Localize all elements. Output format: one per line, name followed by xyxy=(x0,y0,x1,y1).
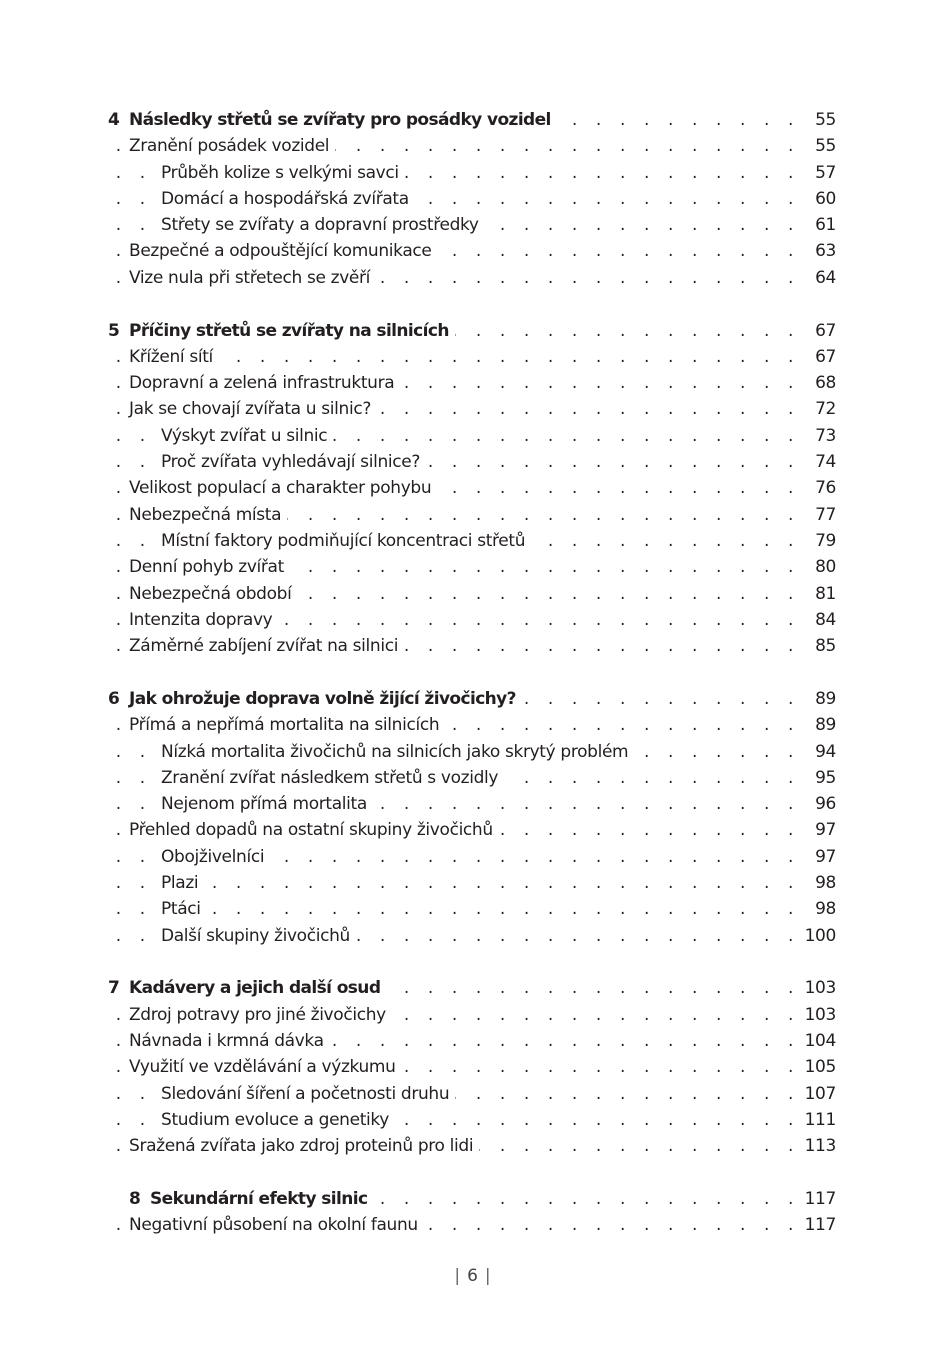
page-number: 117 xyxy=(804,1212,836,1238)
entry-title: Místní faktory podmiňující koncentraci střetů xyxy=(161,528,531,554)
toc-entry[interactable] xyxy=(108,186,836,212)
entry-title: Využití ve vzdělávání a výzkumu xyxy=(129,1054,402,1080)
toc-entry[interactable] xyxy=(108,870,836,896)
toc-chapter-heading[interactable] xyxy=(108,318,836,344)
footer-separator-left: | xyxy=(454,1266,461,1286)
entry-title: Přímá a nepřímá mortalita na silnicích xyxy=(129,712,445,738)
toc-entry[interactable] xyxy=(108,423,836,449)
toc-chapter-8 xyxy=(108,1186,836,1239)
page-number: 55 xyxy=(814,133,836,159)
entry-title: Průběh kolize s velkými savci xyxy=(161,160,405,186)
toc-entry[interactable] xyxy=(108,1028,836,1054)
entry-title: Ptáci xyxy=(161,896,207,922)
page-number: 96 xyxy=(814,791,836,817)
chapter-number: 5 xyxy=(108,320,120,341)
entry-title: Nebezpečná místa xyxy=(129,502,287,528)
toc-chapter-heading[interactable] xyxy=(108,686,836,712)
entry-title: Přehled dopadů na ostatní skupiny živočichů xyxy=(129,817,499,843)
entry-title: Intenzita dopravy xyxy=(129,607,278,633)
toc-chapter-6 xyxy=(108,686,836,949)
page-number: 89 xyxy=(814,686,836,712)
page-number: 81 xyxy=(814,581,836,607)
toc-entry[interactable] xyxy=(108,896,836,922)
toc-entry[interactable] xyxy=(108,370,836,396)
page-number: 67 xyxy=(814,344,836,370)
toc-entry[interactable] xyxy=(108,607,836,633)
entry-title: Velikost populací a charakter pohybu xyxy=(129,475,437,501)
page-number: 107 xyxy=(804,1081,836,1107)
page-number: 77 xyxy=(814,502,836,528)
chapter-number: 4 xyxy=(108,110,120,130)
page-number: 67 xyxy=(814,318,836,344)
toc-entry[interactable] xyxy=(108,1081,836,1107)
toc-entry[interactable] xyxy=(108,817,836,843)
entry-title: Návnada i krmná dávka xyxy=(129,1028,330,1054)
page-number: 80 xyxy=(814,554,836,580)
page-number: 95 xyxy=(814,765,836,791)
entry-title: Proč zvířata vyhledávají silnice? xyxy=(161,449,426,475)
entry-title: Bezpečné a odpouštějící komunikace xyxy=(129,238,438,264)
toc-entry[interactable] xyxy=(108,1133,836,1159)
entry-title: Sražená zvířata jako zdroj proteinů pro lidi xyxy=(129,1133,479,1159)
page-number: 72 xyxy=(814,396,836,422)
entry-title: Domácí a hospodářská zvířata xyxy=(161,186,415,212)
entry-title: Denní pohyb zvířat xyxy=(129,554,290,580)
toc-entry[interactable] xyxy=(108,633,836,659)
page-number: 57 xyxy=(814,160,836,186)
page-number: 79 xyxy=(814,528,836,554)
page-number: 68 xyxy=(814,370,836,396)
page-number: 74 xyxy=(814,449,836,475)
chapter-number: 8 xyxy=(129,1188,141,1209)
table-of-contents xyxy=(108,107,836,1265)
entry-title: Nízká mortalita živočichů na silnicích jako skrytý problém xyxy=(161,739,634,765)
entry-title: Zranění posádek vozidel xyxy=(129,133,335,159)
toc-chapter-heading[interactable] xyxy=(108,107,836,133)
entry-title: Nejenom přímá mortalita xyxy=(161,791,373,817)
toc-entry[interactable] xyxy=(108,765,836,791)
toc-entry[interactable] xyxy=(108,160,836,186)
entry-title: Jak se chovají zvířata u silnic? xyxy=(129,396,377,422)
dot-leader xyxy=(108,870,800,896)
page-number: 98 xyxy=(814,870,836,896)
page-number: 84 xyxy=(814,607,836,633)
toc-entry[interactable] xyxy=(108,739,836,765)
toc-entry[interactable] xyxy=(108,791,836,817)
toc-entry[interactable] xyxy=(108,133,836,159)
page-number: 97 xyxy=(814,817,836,843)
toc-entry[interactable] xyxy=(108,396,836,422)
entry-title: Studium evoluce a genetiky xyxy=(161,1107,395,1133)
page-number: 61 xyxy=(814,212,836,238)
entry-title: Vize nula při střetech se zvěří xyxy=(129,265,376,291)
page-number: 103 xyxy=(804,975,836,1001)
chapter-title: Sekundární efekty silnic xyxy=(150,1188,368,1209)
toc-entry[interactable] xyxy=(108,1212,836,1238)
page-number: 113 xyxy=(804,1133,836,1159)
toc-entry[interactable] xyxy=(108,238,836,264)
entry-title: Nebezpečná období xyxy=(129,581,298,607)
entry-title: Negativní působení na okolní faunu xyxy=(129,1212,424,1238)
toc-entry[interactable] xyxy=(108,1054,836,1080)
toc-entry[interactable] xyxy=(108,1002,836,1028)
toc-entry[interactable] xyxy=(108,1107,836,1133)
toc-entry[interactable] xyxy=(108,265,836,291)
dot-leader xyxy=(108,896,800,922)
page-number: 63 xyxy=(814,238,836,264)
chapter-title: Kadávery a jejich další osud xyxy=(129,978,381,999)
chapter-number: 6 xyxy=(108,688,120,709)
toc-entry[interactable] xyxy=(108,212,836,238)
page-number: 85 xyxy=(814,633,836,659)
chapter-title: Jak ohrožuje doprava volně žijící živočichy? xyxy=(129,688,516,709)
toc-entry[interactable] xyxy=(108,581,836,607)
page-number: 73 xyxy=(814,423,836,449)
page-number: 111 xyxy=(804,1107,836,1133)
page-number: 89 xyxy=(814,712,836,738)
page-number: 64 xyxy=(814,265,836,291)
entry-title: Obojživelníci xyxy=(161,844,270,870)
toc-entry[interactable] xyxy=(108,844,836,870)
toc-chapter-4 xyxy=(108,107,836,291)
entry-title: Zranění zvířat následkem střetů s vozidly xyxy=(161,765,504,791)
entry-title: Dopravní a zelená infrastruktura xyxy=(129,370,400,396)
entry-title: Zdroj potravy pro jiné živočichy xyxy=(129,1002,392,1028)
page-number: 60 xyxy=(814,186,836,212)
entry-title: Křížení sítí xyxy=(129,344,219,370)
toc-entry[interactable] xyxy=(108,528,836,554)
page-number: 100 xyxy=(804,923,836,949)
entry-title: Střety se zvířaty a dopravní prostředky xyxy=(161,212,485,238)
page-number: 76 xyxy=(814,475,836,501)
toc-chapter-heading[interactable] xyxy=(108,975,836,1001)
toc-chapter-5 xyxy=(108,318,836,660)
toc-chapter-heading[interactable] xyxy=(108,1186,836,1212)
entry-title: Další skupiny živočichů xyxy=(161,923,356,949)
toc-entry[interactable] xyxy=(108,554,836,580)
entry-title: Výskyt zvířat u silnic xyxy=(161,423,333,449)
page-number: 97 xyxy=(814,844,836,870)
entry-title: Sledování šíření a početnosti druhu xyxy=(161,1081,455,1107)
toc-entry[interactable] xyxy=(108,449,836,475)
chapter-title: Následky střetů se zvířaty pro posádky vozidel xyxy=(129,110,551,130)
page-number: 104 xyxy=(804,1028,836,1054)
entry-title: Plazi xyxy=(161,870,204,896)
toc-entry[interactable] xyxy=(108,502,836,528)
page-number: 117 xyxy=(804,1186,836,1212)
toc-entry[interactable] xyxy=(108,923,836,949)
footer-separator-right: | xyxy=(484,1266,491,1286)
toc-chapter-7 xyxy=(108,975,836,1159)
page-number: 105 xyxy=(804,1054,836,1080)
page-number: 94 xyxy=(814,739,836,765)
page-number: 103 xyxy=(804,1002,836,1028)
toc-entry[interactable] xyxy=(108,712,836,738)
page-number: 55 xyxy=(814,107,836,133)
toc-entry[interactable] xyxy=(108,475,836,501)
footer-page-number: 6 xyxy=(467,1266,478,1286)
chapter-number: 7 xyxy=(108,978,120,999)
page-number: 98 xyxy=(814,896,836,922)
page-footer xyxy=(0,1266,945,1286)
entry-title: Záměrné zabíjení zvířat na silnici xyxy=(129,633,404,659)
chapter-title: Příčiny střetů se zvířaty na silnicích xyxy=(129,320,449,341)
toc-entry[interactable] xyxy=(108,344,836,370)
